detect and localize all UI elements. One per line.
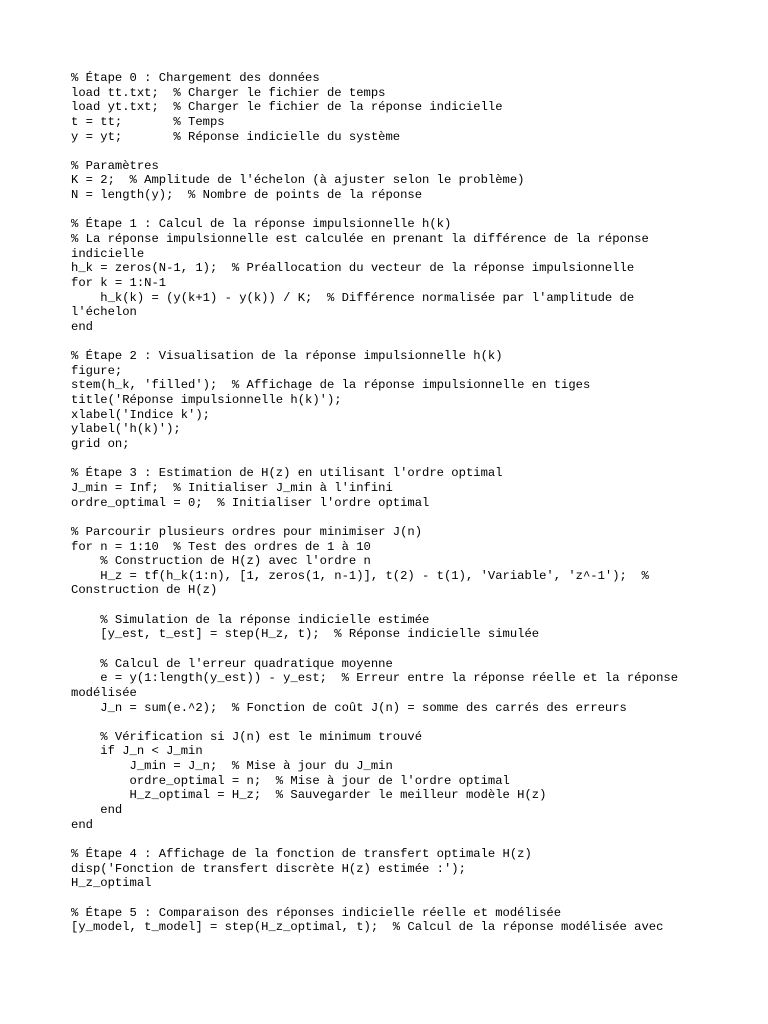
code-line: % Parcourir plusieurs ordres pour minimiser J(n) [71,524,423,539]
code-line: % Étape 5 : Comparaison des réponses indicielle réelle et modélisée [71,905,562,920]
code-line [71,335,711,350]
code-line: if J_n < J_min [71,744,203,759]
code-line [71,891,711,906]
code-line: ylabel('h(k)'); [71,422,181,437]
code-line: h_k(k) = (y(k+1) - y(k)) / K; % Différence normalisée par l'amplitude de [71,290,635,305]
code-line [71,144,711,159]
code-line: load yt.txt; % Charger le fichier de la réponse indicielle [71,100,503,115]
code-line: % Construction de H(z) avec l'ordre n [71,554,371,569]
code-line [71,452,711,467]
code-line: [y_model, t_model] = step(H_z_optimal, t); % Calcul de la réponse modélisée avec [71,920,664,935]
code-line: disp('Fonction de transfert discrète H(z) estimée :'); [71,861,466,876]
code-line: % Simulation de la réponse indicielle estimée [71,612,430,627]
code-line: H_z_optimal [71,876,152,891]
code-line: H_z_optimal = H_z; % Sauvegarder le meilleur modèle H(z) [71,788,547,803]
code-line: % Paramètres [71,158,159,173]
code-listing [71,71,711,935]
code-line: % Vérification si J(n) est le minimum trouvé [71,729,423,744]
code-line: N = length(y); % Nombre de points de la réponse [71,188,423,203]
code-line: grid on; [71,437,130,452]
code-line: J_min = J_n; % Mise à jour du J_min [71,759,393,774]
code-line: H_z = tf(h_k(1:n), [1, zeros(1, n-1)], t(2) - t(1), 'Variable', 'z^-1'); % [71,568,649,583]
code-line: end [71,817,93,832]
code-line: stem(h_k, 'filled'); % Affichage de la réponse impulsionnelle en tiges [71,378,591,393]
code-line: % La réponse impulsionnelle est calculée en prenant la différence de la réponse [71,232,649,247]
code-line: end [71,319,93,334]
code-line: indicielle [71,246,145,261]
code-line: title('Réponse impulsionnelle h(k)'); [71,393,342,408]
code-line [71,203,711,218]
code-line: for k = 1:N-1 [71,275,167,290]
code-line: xlabel('Indice k'); [71,407,210,422]
code-line [71,510,711,525]
code-line: for n = 1:10 % Test des ordres de 1 à 10 [71,539,371,554]
code-line: K = 2; % Amplitude de l'échelon (à ajuster selon le problème) [71,173,525,188]
code-line [71,832,711,847]
code-line: % Étape 2 : Visualisation de la réponse impulsionnelle h(k) [71,349,503,364]
code-line: % Étape 3 : Estimation de H(z) en utilisant l'ordre optimal [71,466,503,481]
code-line [71,715,711,730]
code-line: % Étape 1 : Calcul de la réponse impulsionnelle h(k) [71,217,452,232]
code-line: modélisée [71,685,137,700]
code-line: end [71,803,123,818]
code-line: ordre_optimal = n; % Mise à jour de l'ordre optimal [71,773,510,788]
code-line: % Étape 0 : Chargement des données [71,71,320,85]
code-line: % Étape 4 : Affichage de la fonction de transfert optimale H(z) [71,846,532,861]
code-line: % Calcul de l'erreur quadratique moyenne [71,656,393,671]
code-line: J_min = Inf; % Initialiser J_min à l'infini [71,480,393,495]
code-line: J_n = sum(e.^2); % Fonction de coût J(n) = somme des carrés des erreurs [71,700,627,715]
code-line [71,642,711,657]
code-line: e = y(1:length(y_est)) - y_est; % Erreur entre la réponse réelle et la réponse [71,671,679,686]
code-line: ordre_optimal = 0; % Initialiser l'ordre optimal [71,495,430,510]
code-line: y = yt; % Réponse indicielle du système [71,129,401,144]
code-line: [y_est, t_est] = step(H_z, t); % Réponse indicielle simulée [71,627,540,642]
code-line: t = tt; % Temps [71,114,225,129]
code-line: l'échelon [71,305,137,320]
code-line: Construction de H(z) [71,583,218,598]
code-line: figure; [71,363,123,378]
code-line: h_k = zeros(N-1, 1); % Préallocation du vecteur de la réponse impulsionnelle [71,261,635,276]
code-line [71,598,711,613]
code-line: load tt.txt; % Charger le fichier de temps [71,85,386,100]
